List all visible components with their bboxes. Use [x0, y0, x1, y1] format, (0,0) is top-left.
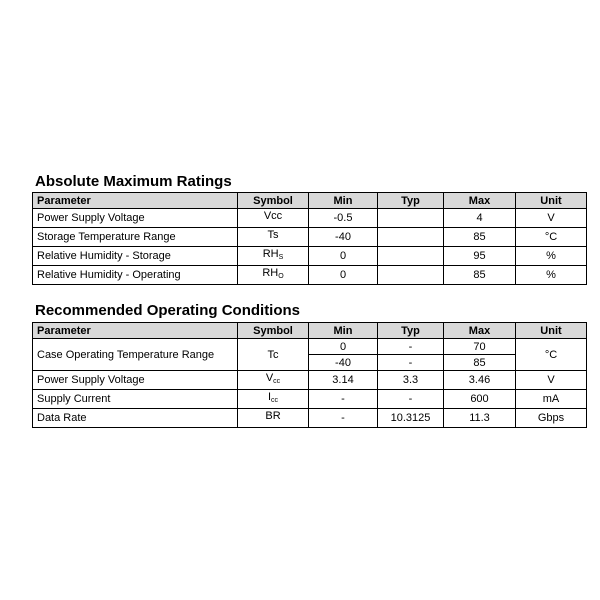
cell-symbol: Tc: [238, 339, 309, 371]
cell-max: 70: [444, 339, 516, 355]
cell-parameter: Data Rate: [33, 409, 238, 428]
symbol-text: RH: [262, 248, 279, 260]
symbol-subscript: cc: [271, 397, 279, 404]
header-max: Max: [444, 323, 516, 339]
cell-typ: 10.3125: [378, 409, 444, 428]
cell-symbol: [238, 247, 309, 266]
table-row: [33, 266, 587, 285]
cell-parameter: Supply Current: [33, 390, 238, 409]
cell-symbol: [238, 209, 309, 228]
table-row: [33, 228, 587, 247]
cell-symbol: [238, 390, 309, 409]
cell-symbol: [238, 409, 309, 428]
cell-min: 0: [309, 339, 378, 355]
cell-max: 3.46: [444, 371, 516, 390]
symbol-text: V: [265, 372, 274, 384]
symbol-text: Ts: [267, 229, 279, 241]
cell-typ: -: [378, 339, 444, 355]
cell-parameter: Storage Temperature Range: [33, 228, 238, 247]
table-row: [33, 371, 587, 390]
table-row: [33, 409, 587, 428]
table-header-row: [33, 323, 587, 339]
recommended-operating-conditions-table: [32, 322, 587, 428]
cell-typ: [378, 266, 444, 285]
cell-max: 4: [444, 209, 516, 228]
cell-parameter: Relative Humidity - Storage: [33, 247, 238, 266]
symbol-text: I: [267, 391, 272, 403]
cell-min: -40: [309, 228, 378, 247]
table-row: [33, 390, 587, 409]
header-typ: Typ: [378, 193, 444, 209]
cell-max: 85: [444, 266, 516, 285]
cell-max: 95: [444, 247, 516, 266]
cell-min: -: [309, 409, 378, 428]
cell-min: -40: [309, 355, 378, 371]
table-row: [33, 247, 587, 266]
header-parameter: Parameter: [33, 193, 238, 209]
cell-min: 0: [309, 247, 378, 266]
table-row: [33, 339, 587, 355]
header-unit: Unit: [516, 323, 587, 339]
header-unit: Unit: [516, 193, 587, 209]
cell-min: -: [309, 390, 378, 409]
cell-unit: mA: [516, 390, 587, 409]
cell-typ: [378, 209, 444, 228]
cell-min: -0.5: [309, 209, 378, 228]
cell-typ: [378, 247, 444, 266]
absolute-max-ratings-table: [32, 192, 587, 285]
header-min: Min: [309, 323, 378, 339]
table-header-row: [33, 193, 587, 209]
symbol-text: BR: [265, 410, 281, 422]
symbol-text: RH: [262, 267, 279, 279]
recommended-operating-conditions-title: Recommended Operating Conditions: [35, 302, 301, 319]
cell-typ: -: [378, 390, 444, 409]
cell-unit: °C: [516, 228, 587, 247]
cell-min: 3.14: [309, 371, 378, 390]
cell-symbol: [238, 371, 309, 390]
cell-symbol: [238, 228, 309, 247]
header-symbol: Symbol: [238, 323, 309, 339]
cell-parameter: Power Supply Voltage: [33, 371, 238, 390]
cell-unit: V: [516, 371, 587, 390]
cell-parameter: Case Operating Temperature Range: [33, 339, 238, 371]
cell-unit: %: [516, 247, 587, 266]
cell-typ: [378, 228, 444, 247]
cell-max: 85: [444, 355, 516, 371]
header-symbol: Symbol: [238, 193, 309, 209]
cell-parameter: Relative Humidity - Operating: [33, 266, 238, 285]
symbol-text: Vcc: [263, 210, 283, 222]
cell-max: 11.3: [444, 409, 516, 428]
symbol-subscript: cc: [273, 378, 281, 385]
cell-typ: 3.3: [378, 371, 444, 390]
header-min: Min: [309, 193, 378, 209]
cell-unit: °C: [516, 339, 587, 371]
cell-unit: V: [516, 209, 587, 228]
cell-max: 600: [444, 390, 516, 409]
header-max: Max: [444, 193, 516, 209]
header-parameter: Parameter: [33, 323, 238, 339]
table-row: [33, 209, 587, 228]
symbol-subscript: O: [278, 273, 284, 280]
cell-parameter: Power Supply Voltage: [33, 209, 238, 228]
absolute-max-ratings-title: Absolute Maximum Ratings: [35, 173, 232, 190]
cell-typ: -: [378, 355, 444, 371]
cell-min: 0: [309, 266, 378, 285]
cell-max: 85: [444, 228, 516, 247]
symbol-subscript: S: [278, 254, 284, 261]
cell-symbol: [238, 266, 309, 285]
cell-unit: %: [516, 266, 587, 285]
cell-unit: Gbps: [516, 409, 587, 428]
header-typ: Typ: [378, 323, 444, 339]
